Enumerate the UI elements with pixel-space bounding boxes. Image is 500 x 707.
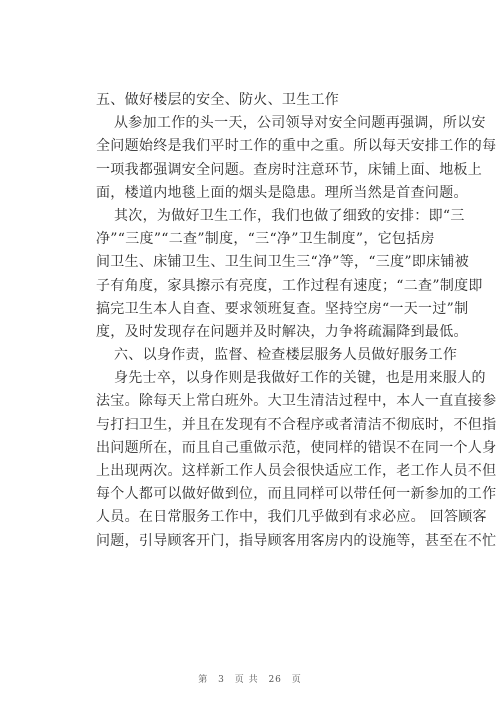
section-heading: 五、做好楼层的安全、防火、卫生工作 [96, 92, 340, 108]
paragraph-line: 法宝。除每天上常白班外。大卫生清洁过程中，本人一直直接参 [96, 393, 497, 410]
paragraph-line: 子有角度，家具擦示有亮度，工作过程有速度；“二查”制度即 [96, 277, 483, 294]
paragraph-line: 一项我都强调安全问题。查房时注意环节，床铺上面、地板上 [96, 161, 483, 178]
paragraph-first-line: 其次，为做好卫生工作，我们也做了细致的安排：即“三 [114, 207, 465, 224]
paragraph-line: 出问题所在，而且自己重做示范，使同样的错误不在同一个人身 [96, 439, 497, 456]
paragraph-last-line: 度，及时发现存在问题并及时解决，力争将疏漏降到最低。 [96, 323, 468, 340]
paragraph-line: 全问题始终是我们平时工作的重中之重。所以每天安排工作的每 [96, 138, 497, 155]
section-heading: 六、以身作责，监督、检查楼层服务人员做好服务工作 [114, 347, 458, 364]
paragraph-last-line: 面，楼道内地毯上面的烟头是隐患。理所当然是首查问题。 [96, 184, 468, 201]
footer-mid: 页 共 [234, 675, 259, 685]
paragraph-first-line: 身先士卒，以身作则是我做好工作的关键，也是用来服人的 [114, 370, 486, 387]
current-page-number: 3 [218, 675, 225, 685]
paragraph-line: 净”“三度”“二查”制度，“三“净”卫生制度”，它包括房 [96, 231, 435, 248]
footer-suffix: 页 [291, 675, 302, 685]
footer-prefix: 第 [198, 675, 209, 685]
total-page-number: 26 [268, 675, 282, 685]
paragraph-line: 与打扫卫生，并且在发现有不合程序或者清洁不彻底时，不但指 [96, 416, 497, 433]
document-body [96, 89, 497, 553]
paragraph-line: 每个人都可以做好做到位，而且同样可以带任何一新参加的工作 [96, 486, 497, 503]
paragraph-line: 人员。在日常服务工作中，我们几乎做到有求必应。 回答顾客 [96, 509, 487, 526]
paragraph-line: 间卫生、床铺卫生、卫生间卫生三“净”等，“三度”即床铺被 [96, 254, 470, 271]
paragraph-line: 问题，引导顾客开门，指导顾客用客房内的设施等，甚至在不忙 [96, 532, 497, 549]
paragraph-line: 上出现两次。这样新工作人员会很快适应工作，老工作人员不但 [96, 463, 497, 479]
page-footer [0, 672, 500, 685]
paragraph-line: 搞完卫生本人自查、要求领班复查。坚持空房“一天一过”制 [96, 300, 469, 317]
paragraph-first-line: 从参加工作的头一天，公司领导对安全问题再强调，所以安 [114, 115, 486, 132]
